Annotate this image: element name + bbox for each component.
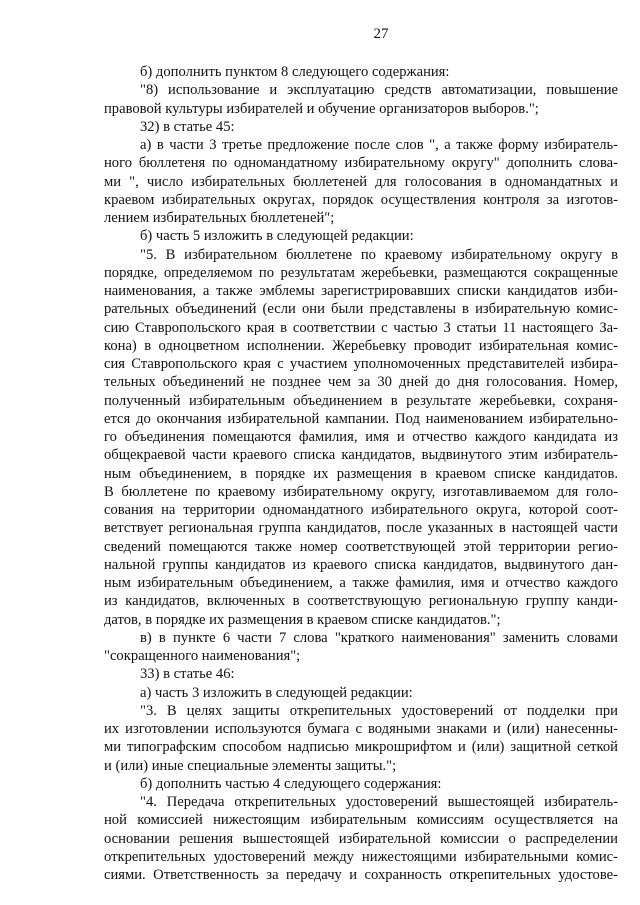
text-line: сведений помещаются также номер соответствующей этой территории регио- bbox=[104, 538, 618, 555]
text-line: основании решения вышестоящей избирательной комиссии о распределении bbox=[104, 830, 618, 847]
text-line: го объединения помещаются фамилия, имя и отчество каждого кандидата из bbox=[104, 429, 618, 445]
text-line: 32) в статье 45: bbox=[140, 118, 235, 135]
text-line: датов, в порядке их размещения в краевом списке кандидатов."; bbox=[104, 611, 501, 628]
text-line: "8) использование и эксплуатацию средств автоматизации, повышение bbox=[140, 82, 618, 99]
document-body bbox=[104, 63, 618, 884]
text-line: В бюллетене по краевому избирательному округу, изготавливаемом для голо- bbox=[104, 483, 618, 500]
text-line: "4. Передача открепительных удостоверений вышестоящей избиратель- bbox=[140, 794, 618, 810]
text-line: общекраевой части краевого списка кандидатов, выдвинутого этим избиратель- bbox=[104, 447, 618, 464]
text-line: а) в части 3 третье предложение после слов ", а также форму избиратель- bbox=[140, 137, 618, 153]
text-line: ми типографским способом надписью микрошрифтом и (или) защитной сеткой bbox=[104, 739, 618, 756]
text-line: сию Ставропольского края в соответствии с частью 3 статьи 11 настоящего За- bbox=[104, 319, 618, 336]
text-line: б) дополнить частью 4 следующего содержания: bbox=[140, 775, 442, 792]
text-line: ным избирательным объединением, а также фамилия, имя и отчество каждого bbox=[104, 575, 618, 591]
text-line: ным объединением, в порядке их размещения в краевом списке кандидатов. bbox=[104, 465, 618, 482]
text-line: ми ", число избирательных бюллетеней для голосования в одномандатных и bbox=[104, 173, 618, 190]
text-line: из кандидатов, включенных в соответствующую региональную группу канди- bbox=[104, 593, 618, 610]
text-line: сия Ставропольского края с участием уполномоченных представителей избира- bbox=[104, 356, 618, 372]
text-line: б) дополнить пунктом 8 следующего содержания: bbox=[140, 64, 450, 80]
text-line: сования на территории одномандатного избирательного округа, которой соот- bbox=[104, 502, 618, 518]
text-line: кона) в одноцветном исполнении. Жеребьевку проводит избирательная комис- bbox=[104, 337, 618, 354]
text-line: ветствует региональная группа кандидатов, после указанных в настоящей части bbox=[104, 520, 618, 537]
text-line: открепительных удостоверений между нижестоящими избирательными комис- bbox=[104, 848, 618, 865]
text-line: а) часть 3 изложить в следующей редакции: bbox=[140, 684, 413, 701]
text-line: ется до окончания избирательной кампании. Под наименованием избирательно- bbox=[104, 410, 618, 427]
page-number: 27 bbox=[373, 26, 389, 42]
text-line: сиями. Ответственность за передачу и сохранность открепительных удостове- bbox=[104, 867, 618, 883]
text-line: и (или) иные специальные элементы защиты."; bbox=[104, 757, 397, 774]
text-line: "сокращенного наименования"; bbox=[104, 648, 301, 664]
text-line: 33) в статье 46: bbox=[140, 666, 235, 683]
text-line: ной комиссией нижестоящим избирательным комиссиям осуществляется на bbox=[104, 812, 618, 829]
text-line: "5. В избирательном бюллетене по краевому избирательному округу в bbox=[140, 246, 618, 263]
text-line: нальной группы кандидатов из краевого списка кандидатов, выдвинутого дан- bbox=[104, 556, 618, 573]
text-line: "3. В целях защиты открепительных удостоверений от подделки при bbox=[140, 702, 618, 719]
text-line: полученный избирательным объединением в результате жеребьевки, сохраня- bbox=[104, 392, 618, 409]
text-line: краевом избирательных округах, порядок осуществления контроля за изготов- bbox=[104, 191, 618, 208]
text-line: ного бюллетеня по одномандатному избирательному округу" дополнить слова- bbox=[104, 155, 618, 172]
text-line: б) часть 5 изложить в следующей редакции: bbox=[140, 228, 414, 245]
text-line: порядке, определяемом по результатам жеребьевки, размещаются сокращенные bbox=[104, 264, 618, 281]
text-line: наименования, а также эмблемы зарегистрировавших списки кандидатов изби- bbox=[104, 283, 618, 299]
text-line: их изготовлении используются бумага с водяными знаками и (или) нанесенны- bbox=[104, 721, 618, 737]
text-line: в) в пункте 6 части 7 слова "краткого наименования" заменить словами bbox=[140, 629, 618, 646]
text-line: тельных объединений не позднее чем за 30 дней до дня голосования. Номер, bbox=[104, 374, 618, 391]
text-line: рательных объединений (если они были представлены в избирательную комис- bbox=[104, 301, 618, 318]
text-line: лением избирательных бюллетеней"; bbox=[104, 210, 335, 226]
text-line: правовой культуры избирателей и обучение организаторов выборов."; bbox=[104, 100, 539, 117]
